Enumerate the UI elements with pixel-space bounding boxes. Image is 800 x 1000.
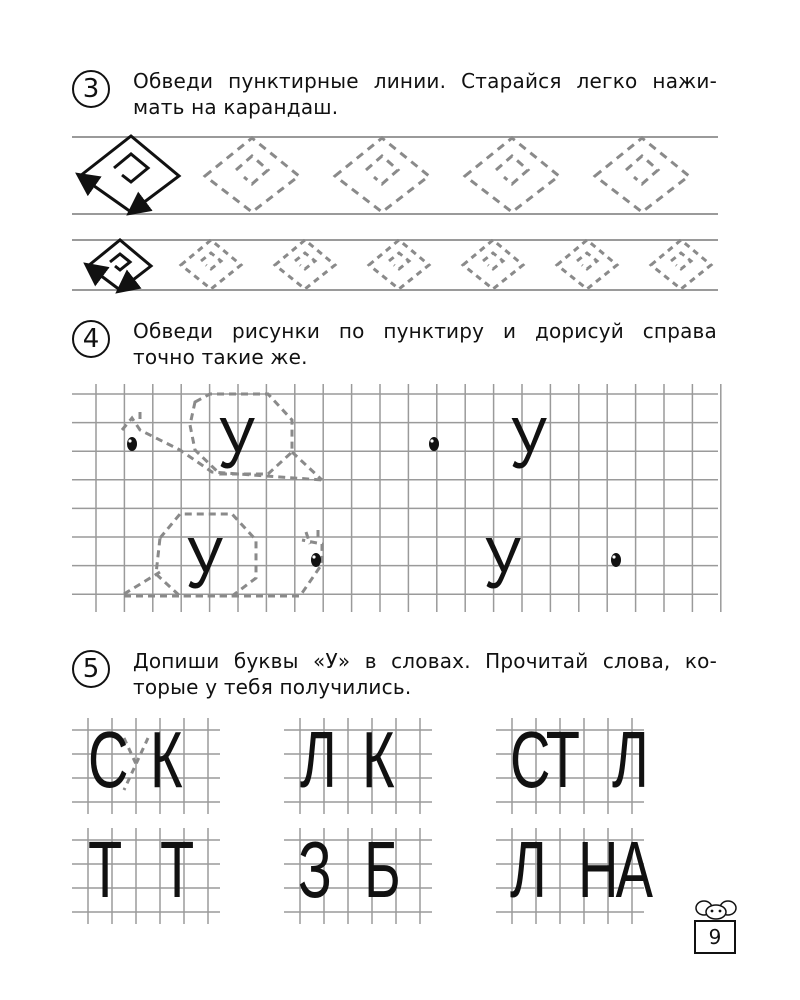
task-5-line-1: Допиши буквы «У» в словах. Прочитай слова, ко- bbox=[133, 649, 717, 673]
dashed-diamond bbox=[465, 138, 559, 212]
dashed-diamond bbox=[651, 240, 711, 289]
task-4-line-2: точно такие же. bbox=[133, 345, 308, 369]
letter-u-bottom-right: У bbox=[484, 524, 521, 604]
task-3-dashed-row-2 bbox=[181, 240, 711, 289]
task-4-line-1: Обведи рисунки по пунктиру и дорисуй справа bbox=[133, 319, 717, 343]
word-2-left: Л bbox=[300, 715, 337, 804]
word-4-right: Т bbox=[160, 825, 195, 914]
snail-eye-top bbox=[127, 437, 137, 451]
eye-dot-right-top bbox=[429, 437, 439, 451]
dashed-diamond bbox=[181, 240, 241, 289]
word-1-left: С bbox=[88, 715, 129, 804]
word-4-left: Т bbox=[88, 825, 123, 914]
task-4-grid bbox=[72, 384, 721, 612]
dashed-diamond bbox=[369, 240, 429, 289]
word-6-right: НА bbox=[578, 825, 651, 914]
eye-dot-right-bottom bbox=[611, 553, 621, 567]
letter-u-top-left: У bbox=[218, 404, 255, 484]
page-number: 9 bbox=[694, 920, 736, 954]
letter-u-bottom-left: У bbox=[186, 524, 223, 604]
word-2-right: К bbox=[362, 715, 395, 804]
task-3-line-1: Обведи пунктирные линии. Старайся легко нажи- bbox=[133, 69, 717, 93]
task-4-number: 4 bbox=[72, 320, 110, 358]
letter-u-top-right: У bbox=[510, 404, 547, 484]
word-3-right: Л bbox=[612, 715, 649, 804]
task-5-instruction bbox=[133, 648, 717, 700]
task-4-instruction bbox=[133, 318, 717, 370]
mouse-icon bbox=[694, 898, 738, 920]
snail-eye-bottom bbox=[311, 553, 321, 567]
task-3-number: 3 bbox=[72, 70, 110, 108]
spiral-diamond-model-small bbox=[88, 240, 151, 290]
word-6-left: Л bbox=[510, 825, 547, 914]
word-1-right: К bbox=[150, 715, 183, 804]
task-3-dashed-row-1 bbox=[205, 138, 689, 212]
spiral-diamond-model-large bbox=[80, 136, 179, 212]
dashed-diamond bbox=[557, 240, 617, 289]
dashed-diamond bbox=[275, 240, 335, 289]
word-5-left: З bbox=[298, 825, 332, 914]
word-3-left: СТ bbox=[510, 715, 578, 804]
task-5-number: 5 bbox=[72, 650, 110, 688]
task-5-line-2: торые у тебя получились. bbox=[133, 675, 412, 699]
word-5-right: Б bbox=[364, 825, 401, 914]
snail-outline-bottom bbox=[124, 514, 322, 596]
dashed-diamond bbox=[463, 240, 523, 289]
dashed-diamond bbox=[335, 138, 429, 212]
task-3-ruled-lines bbox=[72, 137, 718, 290]
dashed-diamond bbox=[205, 138, 299, 212]
task-3-line-2: мать на карандаш. bbox=[133, 95, 339, 119]
dashed-diamond bbox=[595, 138, 689, 212]
